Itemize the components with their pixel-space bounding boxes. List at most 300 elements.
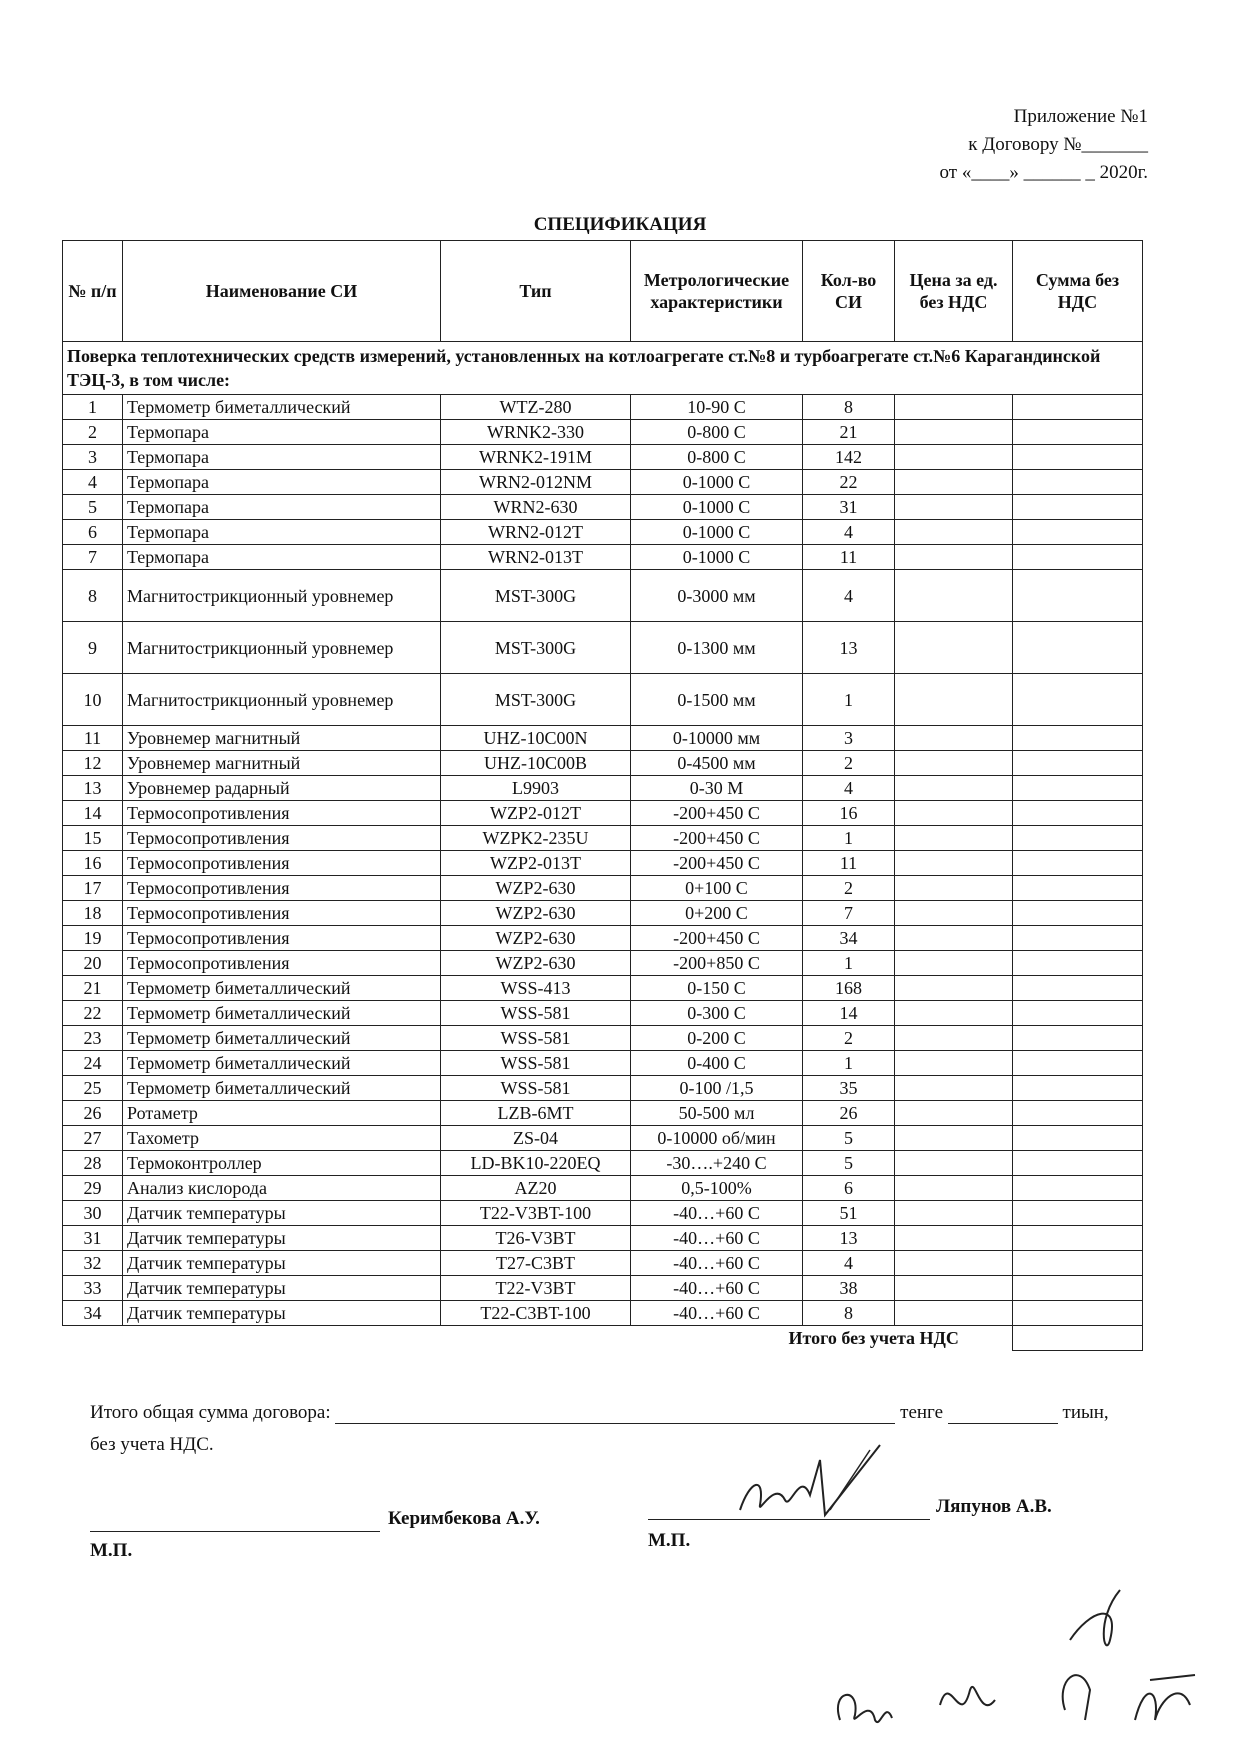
row-number: 34 <box>63 1301 123 1326</box>
row-metrology: 0,5-100% <box>631 1176 803 1201</box>
row-unit-price <box>895 901 1013 926</box>
table-row <box>63 1076 1143 1101</box>
row-unit-price <box>895 776 1013 801</box>
row-type: MST-300G <box>441 674 631 726</box>
table-row <box>63 1276 1143 1301</box>
table-row <box>63 1026 1143 1051</box>
row-metrology: 0-300 С <box>631 1001 803 1026</box>
table-row <box>63 976 1143 1001</box>
row-sum <box>1013 826 1143 851</box>
row-name: Термопара <box>123 545 441 570</box>
row-number: 12 <box>63 751 123 776</box>
row-quantity: 3 <box>803 726 895 751</box>
row-number: 15 <box>63 826 123 851</box>
row-metrology: -200+450 С <box>631 801 803 826</box>
appendix-number: Приложение №1 <box>1013 106 1148 127</box>
row-type: WSS-581 <box>441 1001 631 1026</box>
row-name: Термосопротивления <box>123 901 441 926</box>
row-name: Магнитострикционный уровнемер <box>123 570 441 622</box>
row-name: Датчик температуры <box>123 1301 441 1326</box>
row-metrology: 0-4500 мм <box>631 751 803 776</box>
row-unit-price <box>895 1176 1013 1201</box>
row-sum <box>1013 470 1143 495</box>
row-quantity: 14 <box>803 1001 895 1026</box>
contract-date: от «____» ______ _ 2020г. <box>939 162 1148 183</box>
row-type: WRN2-630 <box>441 495 631 520</box>
row-sum <box>1013 570 1143 622</box>
row-number: 10 <box>63 674 123 726</box>
row-sum <box>1013 1151 1143 1176</box>
row-metrology: -200+850 С <box>631 951 803 976</box>
table-row <box>63 1101 1143 1126</box>
row-name: Уровнемер магнитный <box>123 751 441 776</box>
row-quantity: 16 <box>803 801 895 826</box>
row-unit-price <box>895 1126 1013 1151</box>
total-label: Итого без учета НДС <box>788 1328 959 1349</box>
row-number: 26 <box>63 1101 123 1126</box>
row-name: Уровнемер радарный <box>123 776 441 801</box>
section-title: Поверка теплотехнических средств измерений, установленных на котлоагрегате ст.№8 и турбоагрегате ст.№6 Карагандинской ТЭЦ-3, в том числе: <box>63 342 1143 395</box>
row-name: Уровнемер магнитный <box>123 726 441 751</box>
row-number: 17 <box>63 876 123 901</box>
row-sum <box>1013 851 1143 876</box>
row-number: 27 <box>63 1126 123 1151</box>
row-quantity: 1 <box>803 1051 895 1076</box>
col-header-quantity: Кол-во СИ <box>803 241 895 342</box>
row-metrology: 0-3000 мм <box>631 570 803 622</box>
row-quantity: 22 <box>803 470 895 495</box>
row-quantity: 21 <box>803 420 895 445</box>
row-metrology: 10-90 С <box>631 395 803 420</box>
row-sum <box>1013 1076 1143 1101</box>
row-quantity: 35 <box>803 1076 895 1101</box>
row-unit-price <box>895 622 1013 674</box>
row-unit-price <box>895 1026 1013 1051</box>
row-quantity: 4 <box>803 1251 895 1276</box>
row-sum <box>1013 674 1143 726</box>
row-quantity: 8 <box>803 395 895 420</box>
row-unit-price <box>895 926 1013 951</box>
row-type: T22-V3BT <box>441 1276 631 1301</box>
row-number: 5 <box>63 495 123 520</box>
signatory-left-name: Керимбекова А.У. <box>388 1508 540 1529</box>
row-type: WRNK2-191M <box>441 445 631 470</box>
row-quantity: 13 <box>803 622 895 674</box>
table-row <box>63 926 1143 951</box>
row-quantity: 6 <box>803 1176 895 1201</box>
table-row <box>63 445 1143 470</box>
row-metrology: 0-100 /1,5 <box>631 1076 803 1101</box>
row-unit-price <box>895 445 1013 470</box>
row-number: 18 <box>63 901 123 926</box>
row-unit-price <box>895 951 1013 976</box>
row-quantity: 142 <box>803 445 895 470</box>
row-metrology: 0-30 М <box>631 776 803 801</box>
row-sum <box>1013 1001 1143 1026</box>
row-quantity: 4 <box>803 776 895 801</box>
table-row <box>63 1151 1143 1176</box>
row-metrology: 0-400 С <box>631 1051 803 1076</box>
row-name: Термопара <box>123 520 441 545</box>
row-quantity: 38 <box>803 1276 895 1301</box>
col-header-metrology: Метрологические характеристики <box>631 241 803 342</box>
table-row <box>63 726 1143 751</box>
row-name: Термосопротивления <box>123 876 441 901</box>
row-sum <box>1013 1101 1143 1126</box>
row-sum <box>1013 1026 1143 1051</box>
row-name: Термосопротивления <box>123 801 441 826</box>
row-metrology: -30….+240 С <box>631 1151 803 1176</box>
row-number: 16 <box>63 851 123 876</box>
row-type: ZS-04 <box>441 1126 631 1151</box>
row-sum <box>1013 976 1143 1001</box>
row-metrology: -200+450 С <box>631 926 803 951</box>
row-number: 14 <box>63 801 123 826</box>
row-quantity: 5 <box>803 1126 895 1151</box>
row-type: WZPK2-235U <box>441 826 631 851</box>
row-name: Термоконтроллер <box>123 1151 441 1176</box>
table-row <box>63 674 1143 726</box>
row-metrology: 0-1500 мм <box>631 674 803 726</box>
table-row <box>63 470 1143 495</box>
row-number: 11 <box>63 726 123 751</box>
row-quantity: 4 <box>803 520 895 545</box>
row-metrology: 0-1000 С <box>631 495 803 520</box>
table-row <box>63 751 1143 776</box>
table-row <box>63 1226 1143 1251</box>
row-unit-price <box>895 751 1013 776</box>
row-number: 7 <box>63 545 123 570</box>
row-quantity: 31 <box>803 495 895 520</box>
row-number: 22 <box>63 1001 123 1026</box>
row-type: UHZ-10C00B <box>441 751 631 776</box>
row-metrology: 0-10000 мм <box>631 726 803 751</box>
row-type: T22-C3BT-100 <box>441 1301 631 1326</box>
row-type: WZP2-630 <box>441 926 631 951</box>
row-name: Термопара <box>123 420 441 445</box>
table-row <box>63 622 1143 674</box>
tiyn-label: тиын, <box>1062 1402 1109 1423</box>
row-name: Ротаметр <box>123 1101 441 1126</box>
row-sum <box>1013 545 1143 570</box>
table-row <box>63 570 1143 622</box>
table-row <box>63 1251 1143 1276</box>
row-type: WSS-413 <box>441 976 631 1001</box>
row-sum <box>1013 876 1143 901</box>
row-metrology: 0-1300 мм <box>631 622 803 674</box>
row-name: Термопара <box>123 445 441 470</box>
row-type: WSS-581 <box>441 1026 631 1051</box>
row-quantity: 1 <box>803 674 895 726</box>
row-quantity: 26 <box>803 1101 895 1126</box>
row-quantity: 1 <box>803 951 895 976</box>
table-row <box>63 1051 1143 1076</box>
table-row <box>63 1301 1143 1326</box>
row-unit-price <box>895 801 1013 826</box>
row-metrology: 0-200 С <box>631 1026 803 1051</box>
row-quantity: 7 <box>803 901 895 926</box>
table-row <box>63 876 1143 901</box>
row-unit-price <box>895 570 1013 622</box>
col-header-sum: Сумма без НДС <box>1013 241 1143 342</box>
row-sum <box>1013 951 1143 976</box>
row-unit-price <box>895 1201 1013 1226</box>
row-type: T26-V3BT <box>441 1226 631 1251</box>
row-unit-price <box>895 470 1013 495</box>
row-type: L9903 <box>441 776 631 801</box>
row-quantity: 1 <box>803 826 895 851</box>
row-type: MST-300G <box>441 570 631 622</box>
row-name: Термометр биметаллический <box>123 1001 441 1026</box>
row-type: T27-C3BT <box>441 1251 631 1276</box>
table-header-row <box>63 241 1143 342</box>
row-quantity: 2 <box>803 1026 895 1051</box>
appendix-header <box>940 103 1148 187</box>
table-row <box>63 1126 1143 1151</box>
table-row <box>63 495 1143 520</box>
row-number: 32 <box>63 1251 123 1276</box>
row-unit-price <box>895 726 1013 751</box>
table-row <box>63 951 1143 976</box>
row-number: 21 <box>63 976 123 1001</box>
row-sum <box>1013 926 1143 951</box>
document-title: СПЕЦИФИКАЦИЯ <box>533 214 707 235</box>
row-unit-price <box>895 1076 1013 1101</box>
section-row <box>63 342 1143 395</box>
row-number: 33 <box>63 1276 123 1301</box>
row-quantity: 168 <box>803 976 895 1001</box>
row-unit-price <box>895 851 1013 876</box>
row-unit-price <box>895 674 1013 726</box>
row-number: 20 <box>63 951 123 976</box>
contract-number: к Договору №_______ <box>968 134 1148 155</box>
row-number: 25 <box>63 1076 123 1101</box>
row-type: LZB-6MT <box>441 1101 631 1126</box>
row-type: UHZ-10C00N <box>441 726 631 751</box>
row-sum <box>1013 1051 1143 1076</box>
row-name: Датчик температуры <box>123 1276 441 1301</box>
vat-note: без учета НДС. <box>90 1434 214 1455</box>
row-number: 1 <box>63 395 123 420</box>
row-sum <box>1013 901 1143 926</box>
row-number: 3 <box>63 445 123 470</box>
row-unit-price <box>895 1301 1013 1326</box>
table-row <box>63 901 1143 926</box>
row-name: Термометр биметаллический <box>123 1076 441 1101</box>
row-sum <box>1013 520 1143 545</box>
table-row <box>63 420 1143 445</box>
signatory-right-name: Ляпунов А.В. <box>936 1496 1052 1517</box>
row-metrology: 0+200 С <box>631 901 803 926</box>
row-unit-price <box>895 1276 1013 1301</box>
row-name: Термосопротивления <box>123 951 441 976</box>
col-header-name: Наименование СИ <box>123 241 441 342</box>
table-row <box>63 851 1143 876</box>
row-number: 24 <box>63 1051 123 1076</box>
row-name: Термосопротивления <box>123 926 441 951</box>
row-quantity: 5 <box>803 1151 895 1176</box>
row-unit-price <box>895 420 1013 445</box>
row-metrology: 0-800 С <box>631 420 803 445</box>
table-row <box>63 1001 1143 1026</box>
row-quantity: 34 <box>803 926 895 951</box>
row-number: 6 <box>63 520 123 545</box>
table-row <box>63 826 1143 851</box>
row-name: Термосопротивления <box>123 826 441 851</box>
row-sum <box>1013 1251 1143 1276</box>
table-row <box>63 1201 1143 1226</box>
row-unit-price <box>895 520 1013 545</box>
signature-line-left <box>90 1530 380 1532</box>
row-type: MST-300G <box>441 622 631 674</box>
handwritten-initials <box>820 1580 1220 1750</box>
row-sum <box>1013 726 1143 751</box>
row-metrology: -40…+60 С <box>631 1301 803 1326</box>
row-sum <box>1013 1176 1143 1201</box>
row-name: Датчик температуры <box>123 1226 441 1251</box>
row-unit-price <box>895 1251 1013 1276</box>
row-metrology: 0-10000 об/мин <box>631 1126 803 1151</box>
table-row <box>63 545 1143 570</box>
row-name: Термометр биметаллический <box>123 976 441 1001</box>
row-type: WZP2-630 <box>441 951 631 976</box>
row-metrology: 50-500 мл <box>631 1101 803 1126</box>
row-type: WRNK2-330 <box>441 420 631 445</box>
handwritten-signature-right <box>730 1440 890 1530</box>
total-row <box>63 1326 1143 1351</box>
row-name: Термометр биметаллический <box>123 1026 441 1051</box>
row-unit-price <box>895 976 1013 1001</box>
row-number: 8 <box>63 570 123 622</box>
stamp-place-left: М.П. <box>90 1540 133 1561</box>
row-number: 29 <box>63 1176 123 1201</box>
row-name: Тахометр <box>123 1126 441 1151</box>
row-quantity: 11 <box>803 851 895 876</box>
row-number: 13 <box>63 776 123 801</box>
row-type: T22-V3BT-100 <box>441 1201 631 1226</box>
row-metrology: -200+450 С <box>631 851 803 876</box>
col-header-number: № п/п <box>63 241 123 342</box>
row-unit-price <box>895 826 1013 851</box>
row-metrology: 0-150 С <box>631 976 803 1001</box>
row-sum <box>1013 1301 1143 1326</box>
row-unit-price <box>895 876 1013 901</box>
row-unit-price <box>895 1226 1013 1251</box>
table-row <box>63 776 1143 801</box>
row-type: AZ20 <box>441 1176 631 1201</box>
row-unit-price <box>895 1101 1013 1126</box>
sum-label: Итого общая сумма договора: <box>90 1402 331 1423</box>
specification-table <box>62 240 1143 1351</box>
row-name: Анализ кислорода <box>123 1176 441 1201</box>
row-type: WSS-581 <box>441 1076 631 1101</box>
table-row <box>63 395 1143 420</box>
row-metrology: 0+100 С <box>631 876 803 901</box>
row-sum <box>1013 395 1143 420</box>
row-number: 19 <box>63 926 123 951</box>
row-quantity: 51 <box>803 1201 895 1226</box>
row-unit-price <box>895 1001 1013 1026</box>
row-number: 30 <box>63 1201 123 1226</box>
row-type: WRN2-012NM <box>441 470 631 495</box>
row-type: WZP2-013T <box>441 851 631 876</box>
row-metrology: 0-1000 С <box>631 520 803 545</box>
row-type: WZP2-012T <box>441 801 631 826</box>
table-row <box>63 801 1143 826</box>
row-unit-price <box>895 395 1013 420</box>
row-name: Магнитострикционный уровнемер <box>123 674 441 726</box>
stamp-place-right: М.П. <box>648 1530 691 1551</box>
row-unit-price <box>895 545 1013 570</box>
row-name: Датчик температуры <box>123 1201 441 1226</box>
row-number: 28 <box>63 1151 123 1176</box>
row-sum <box>1013 1126 1143 1151</box>
row-sum <box>1013 751 1143 776</box>
row-sum <box>1013 776 1143 801</box>
row-metrology: -40…+60 С <box>631 1276 803 1301</box>
row-type: WZP2-630 <box>441 876 631 901</box>
row-sum <box>1013 801 1143 826</box>
row-sum <box>1013 1201 1143 1226</box>
row-name: Датчик температуры <box>123 1251 441 1276</box>
row-unit-price <box>895 1151 1013 1176</box>
row-number: 2 <box>63 420 123 445</box>
total-value <box>1013 1326 1143 1351</box>
row-type: WTZ-280 <box>441 395 631 420</box>
row-number: 31 <box>63 1226 123 1251</box>
row-quantity: 8 <box>803 1301 895 1326</box>
row-quantity: 4 <box>803 570 895 622</box>
row-metrology: 0-1000 С <box>631 470 803 495</box>
tenge-label: тенге <box>900 1402 944 1423</box>
row-quantity: 13 <box>803 1226 895 1251</box>
row-metrology: 0-800 С <box>631 445 803 470</box>
row-type: WZP2-630 <box>441 901 631 926</box>
col-header-unit-price: Цена за ед. без НДС <box>895 241 1013 342</box>
row-sum <box>1013 495 1143 520</box>
row-metrology: -40…+60 С <box>631 1226 803 1251</box>
row-sum <box>1013 445 1143 470</box>
row-name: Термометр биметаллический <box>123 395 441 420</box>
row-metrology: 0-1000 С <box>631 545 803 570</box>
row-unit-price <box>895 1051 1013 1076</box>
row-type: WRN2-012T <box>441 520 631 545</box>
row-quantity: 11 <box>803 545 895 570</box>
row-name: Термометр биметаллический <box>123 1051 441 1076</box>
row-unit-price <box>895 495 1013 520</box>
row-metrology: -40…+60 С <box>631 1251 803 1276</box>
row-quantity: 2 <box>803 751 895 776</box>
row-number: 23 <box>63 1026 123 1051</box>
row-sum <box>1013 420 1143 445</box>
row-name: Магнитострикционный уровнемер <box>123 622 441 674</box>
row-sum <box>1013 1276 1143 1301</box>
row-metrology: -40…+60 С <box>631 1201 803 1226</box>
row-metrology: -200+450 С <box>631 826 803 851</box>
row-name: Термопара <box>123 470 441 495</box>
table-row <box>63 520 1143 545</box>
footer-sum <box>90 1402 1170 1424</box>
row-name: Термосопротивления <box>123 851 441 876</box>
row-number: 4 <box>63 470 123 495</box>
row-name: Термопара <box>123 495 441 520</box>
row-number: 9 <box>63 622 123 674</box>
row-quantity: 2 <box>803 876 895 901</box>
row-sum <box>1013 622 1143 674</box>
row-type: WSS-581 <box>441 1051 631 1076</box>
col-header-type: Тип <box>441 241 631 342</box>
row-type: WRN2-013T <box>441 545 631 570</box>
